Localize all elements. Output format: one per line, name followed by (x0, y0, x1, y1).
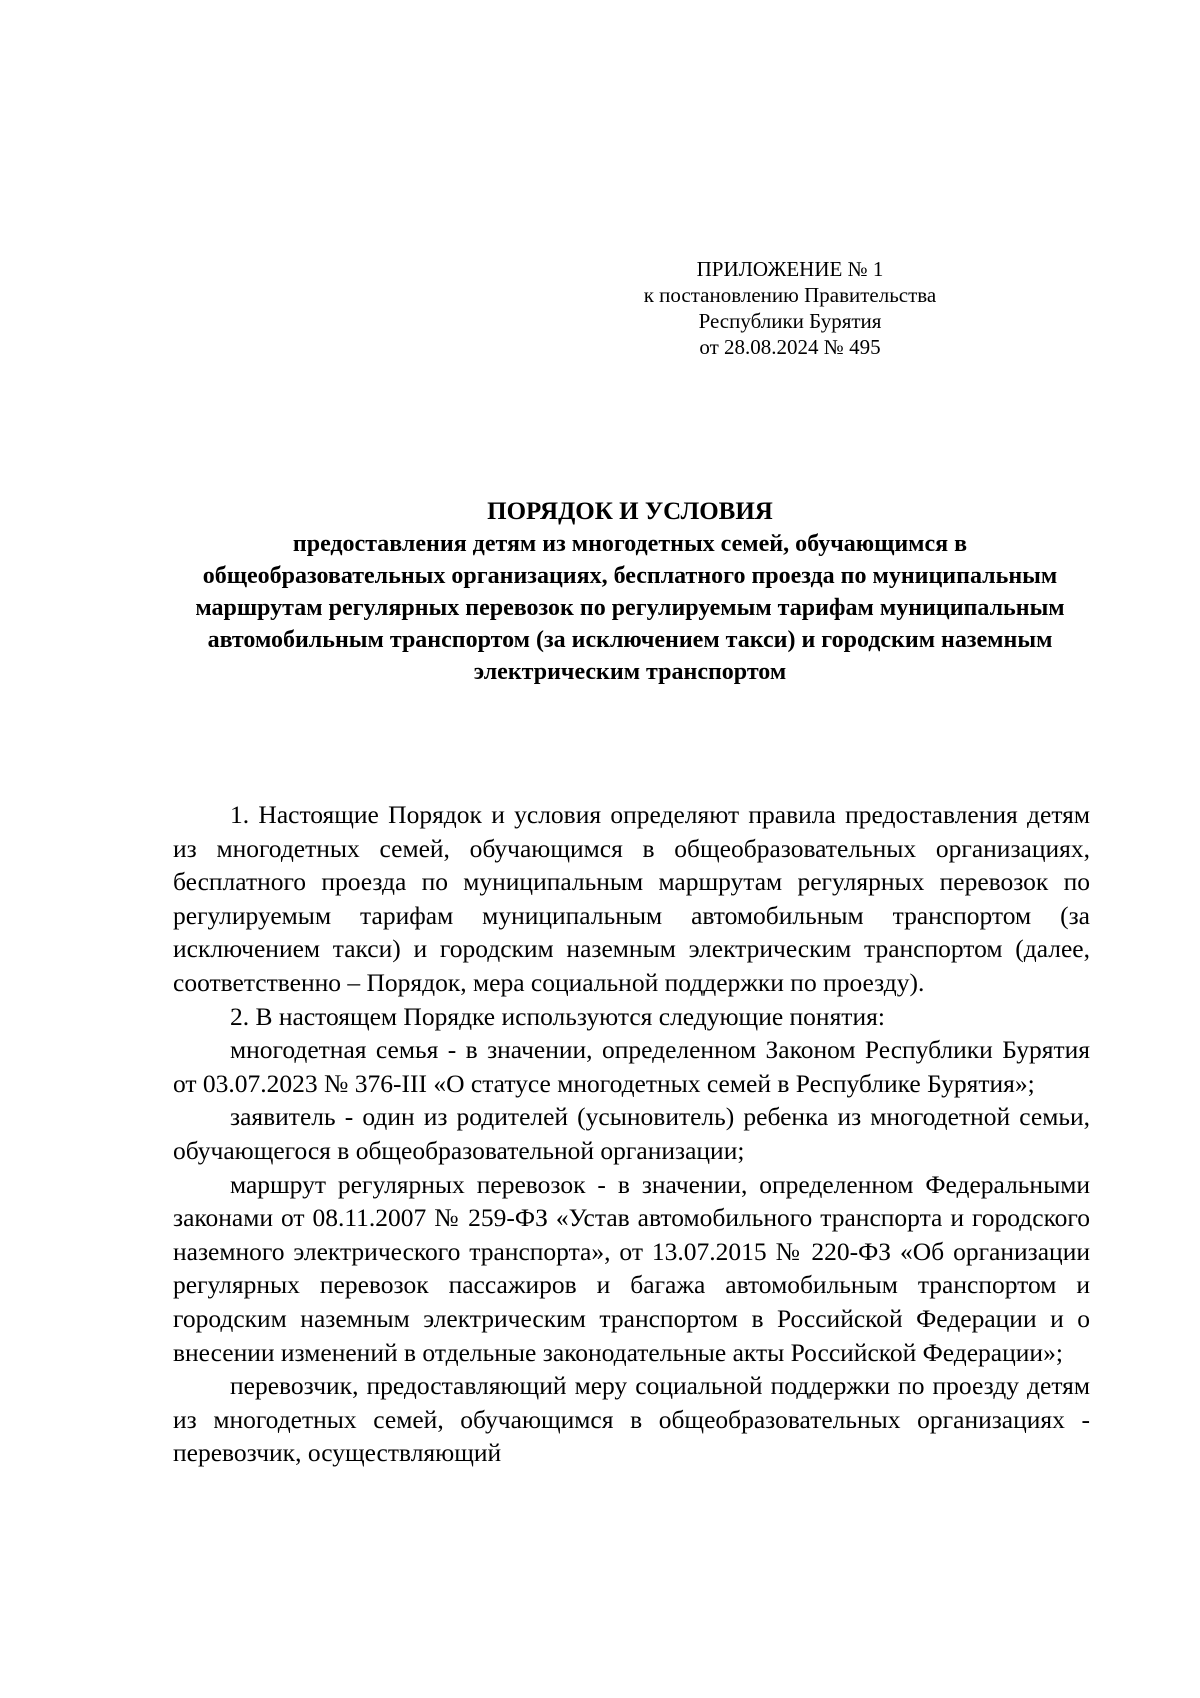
appendix-reference: к постановлению Правительства (643, 283, 937, 307)
appendix-number: ПРИЛОЖЕНИЕ № 1 (696, 257, 884, 281)
document-title (170, 496, 1090, 688)
definition-carrier: перевозчик, предоставляющий меру социальной поддержки по проезду детям из многодетных семей, обучающимся в общеобразовательных организациях - перевозчик, осуществляющий (173, 1371, 1090, 1468)
appendix-republic: Республики Бурятия (698, 309, 882, 333)
title-main: ПОРЯДОК И УСЛОВИЯ (487, 498, 773, 525)
definition-large-family: многодетная семья - в значении, определенном Законом Республики Бурятия от 03.07.2023 № 376-III «О статусе многодетных семей в Республике Бурятия»; (173, 1035, 1090, 1098)
paragraph-2: 2. В настоящем Порядке используются следующие понятия: (230, 1001, 885, 1031)
document-body (173, 798, 1090, 1470)
title-subtitle: предоставления детям из многодетных семей, обучающимся в общеобразовательных организациях, бесплатного проезда по муниципальным маршрутам регулярных перевозок по регулируемым тарифам муниципальным автомобильным транспортом (за исключением такси) и городским наземным электрическим транспортом (195, 531, 1065, 685)
appendix-header (600, 256, 980, 360)
definition-applicant: заявитель - один из родителей (усыновитель) ребенка из многодетной семьи, обучающегося в общеобразовательной организации; (173, 1102, 1090, 1165)
paragraph-1: 1. Настоящие Порядок и условия определяют правила предоставления детям из многодетных семей, обучающимся в общеобразовательных организациях, бесплатного проезда по муниципальным маршрутам регулярных перевозок по регулируемым тарифам муниципальным автомобильным транспортом (за исключением такси) и городским наземным электрическим транспортом (далее, соответственно – Порядок, мера социальной поддержки по проезду). (173, 800, 1090, 997)
appendix-date-number: от 28.08.2024 № 495 (699, 335, 881, 359)
definition-route: маршрут регулярных перевозок - в значении, определенном Федеральными законами от 08.11.2007 № 259-ФЗ «Устав автомобильного транспорта и городского наземного электрического транспорта», от 13.07.2015 № 220-ФЗ «Об организации регулярных перевозок пассажиров и багажа автомобильным транспортом и городским наземным электрическим транспортом в Российской Федерации и о внесении изменений в отдельные законодательные акты Российской Федерации»; (173, 1169, 1090, 1367)
